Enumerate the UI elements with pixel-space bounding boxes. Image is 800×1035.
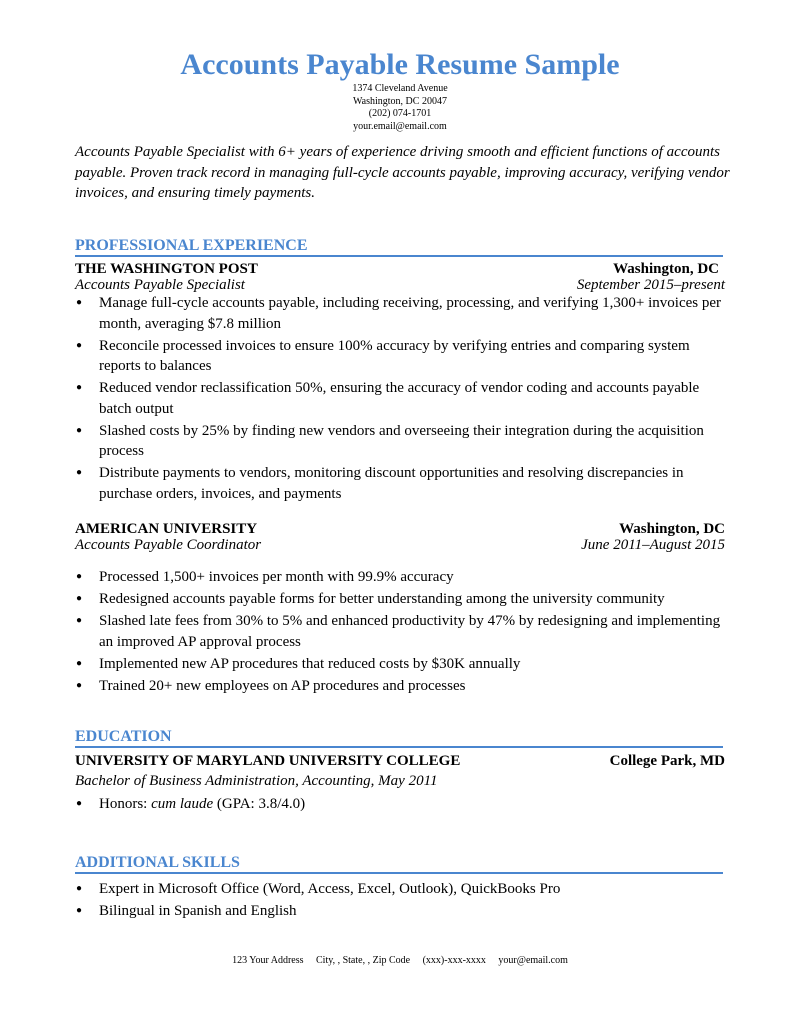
resume-title: Accounts Payable Resume Sample xyxy=(180,48,620,81)
skills-heading: ADDITIONAL SKILLS xyxy=(75,854,723,874)
contact-email: your.email@email.com xyxy=(353,120,447,132)
job-1-role: Accounts Payable Specialist xyxy=(75,277,245,293)
honors-gpa: (GPA: 3.8/4.0) xyxy=(213,796,306,812)
contact-street: 1374 Cleveland Avenue xyxy=(352,83,448,94)
job-2-org: AMERICAN UNIVERSITY xyxy=(75,521,258,537)
footer-address: 123 Your Address xyxy=(232,955,304,966)
contact-block xyxy=(0,83,800,133)
honors-value: cum laude xyxy=(151,796,214,812)
footer-phone: (xxx)-xxx-xxxx xyxy=(422,955,486,966)
job-1-dates: September 2015–present xyxy=(576,277,725,293)
list-item: ● Redesigned accounts payable forms for better understanding among the university community xyxy=(75,589,725,610)
job-2-role: Accounts Payable Coordinator xyxy=(75,537,262,553)
footer-city: City, , State, , Zip Code xyxy=(316,955,411,966)
list-item: ● Slashed late fees from 30% to 5% and enhanced productivity by 47% by redesigning and implementing an improved AP approval process xyxy=(75,611,725,652)
list-item: ● Manage full-cycle accounts payable, including receiving, processing, and verifying 1,300+ invoices per month, averaging $7.8 million xyxy=(75,293,725,334)
contact-city: Washington, DC 20047 xyxy=(353,95,447,107)
job-1-subheader xyxy=(75,277,725,294)
education-degree: Bachelor of Business Administration, Accounting, May 2011 xyxy=(75,773,438,789)
job-2-dates: June 2011–August 2015 xyxy=(581,537,725,553)
job-1-header xyxy=(75,261,725,278)
job-1-org: THE WASHINGTON POST xyxy=(75,261,258,277)
contact-phone: (202) 074-1701 xyxy=(368,108,432,119)
list-item: ● Expert in Microsoft Office (Word, Access, Excel, Outlook), QuickBooks Pro xyxy=(75,879,725,900)
list-item: ● Trained 20+ new employees on AP procedures and processes xyxy=(75,676,725,697)
footer-email: your@email.com xyxy=(498,955,568,966)
list-item: ● Reconcile processed invoices to ensure 100% accuracy by verifying entries and comparing system reports to balances xyxy=(75,336,725,377)
list-item: ● Implemented new AP procedures that reduced costs by $30K annually xyxy=(75,654,725,675)
list-item: ● Processed 1,500+ invoices per month with 99.9% accuracy xyxy=(75,567,725,588)
job-2-location: Washington, DC xyxy=(619,521,725,537)
education-header xyxy=(75,753,725,770)
education-bullets xyxy=(75,794,725,816)
experience-heading: PROFESSIONAL EXPERIENCE xyxy=(75,237,723,257)
job-1-location: Washington, DC xyxy=(613,261,719,277)
education-heading: EDUCATION xyxy=(75,728,723,748)
honors-label: Honors: xyxy=(99,796,152,812)
footer-contact xyxy=(0,955,800,967)
education-school: UNIVERSITY OF MARYLAND UNIVERSITY COLLEGE xyxy=(75,753,461,769)
education-location: College Park, MD xyxy=(609,753,725,769)
list-item xyxy=(75,794,725,815)
job-1-bullets xyxy=(75,293,725,506)
job-2-bullets xyxy=(75,567,725,698)
professional-summary: Accounts Payable Specialist with 6+ years of experience driving smooth and efficient functions of accounts payable. Proven track record in managing full-cycle accounts payable, improving accuracy, verifying vendor invoices, and ensuring timely payments. xyxy=(75,144,730,201)
list-item: ● Bilingual in Spanish and English xyxy=(75,901,725,922)
list-item: ● Reduced vendor reclassification 50%, ensuring the accuracy of vendor coding and accounts payable batch output xyxy=(75,378,725,419)
list-item: ● Distribute payments to vendors, monitoring discount opportunities and resolving discrepancies in purchase orders, invoices, and payments xyxy=(75,463,725,504)
skills-bullets xyxy=(75,879,725,923)
list-item: ● Slashed costs by 25% by finding new vendors and overseeing their integration during the acquisition process xyxy=(75,421,725,462)
job-2-header xyxy=(75,521,725,538)
job-2-subheader xyxy=(75,537,725,554)
